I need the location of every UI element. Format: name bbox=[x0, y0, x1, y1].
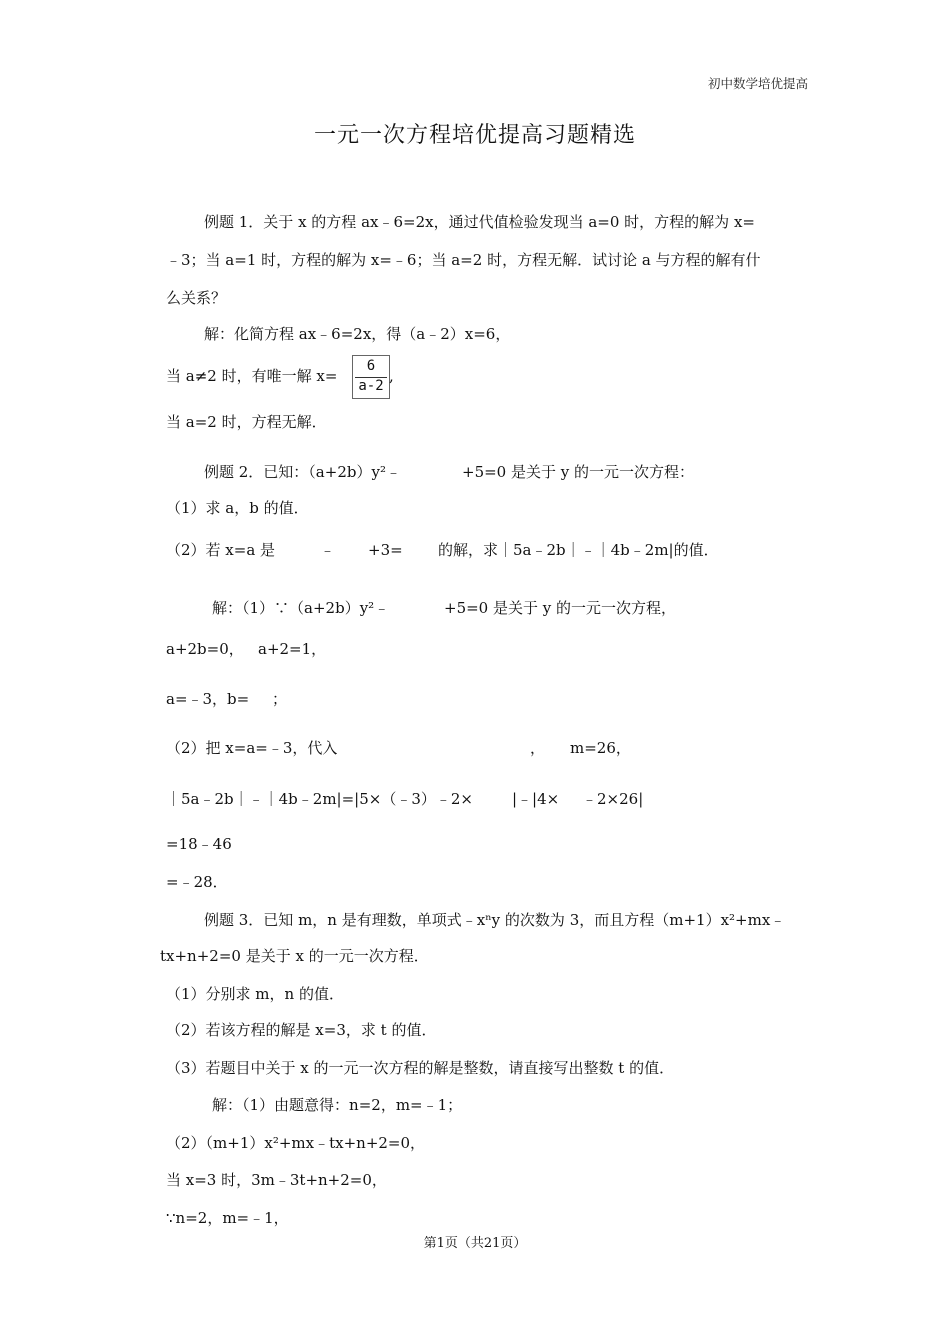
text-line: 例题 3．已知 m，n 是有理数，单项式﹣xⁿy 的次数为 3，而且方程（m+1）x²+mx﹣ bbox=[204, 911, 786, 929]
text-line: 的解，求｜5a﹣2b｜﹣｜4b﹣2m|的值． bbox=[438, 541, 719, 559]
text-line: ； bbox=[272, 690, 288, 708]
fraction-denominator: a-2 bbox=[358, 378, 384, 394]
text-line: 当 x=3 时，3m﹣3t+n+2=0， bbox=[166, 1171, 387, 1189]
text-line: ｜5a﹣2b｜﹣｜4b﹣2m|=|5×（﹣3）﹣2× bbox=[166, 790, 473, 808]
text-line: +5=0 是关于 y 的一元一次方程： bbox=[462, 463, 695, 481]
text-line: ∵n=2，m=﹣1， bbox=[166, 1209, 289, 1227]
text-line: （2）把 x=a=﹣3，代入 bbox=[166, 739, 338, 757]
running-header: 初中数学培优提高 bbox=[707, 76, 808, 91]
document-title: 一元一次方程培优提高习题精选 bbox=[313, 123, 636, 148]
fraction-image bbox=[352, 355, 390, 399]
text-line: ﹣2×26| bbox=[582, 790, 644, 808]
text-line: 么关系？ bbox=[166, 289, 227, 307]
text-line: =18﹣46 bbox=[166, 835, 232, 853]
text-line: 解：（1）∵（a+2b）y²﹣ bbox=[212, 599, 390, 617]
text-line: ， bbox=[530, 739, 546, 757]
text-line: =﹣28． bbox=[166, 873, 228, 891]
text-line: a=﹣3，b= bbox=[166, 690, 250, 708]
text-line: 例题 1．关于 x 的方程 ax﹣6=2x，通过代值检验发现当 a=0 时，方程的解为 x= bbox=[204, 213, 755, 231]
text-line: 例题 2．已知：（a+2b）y²﹣ bbox=[204, 463, 401, 481]
text-line: （2）若该方程的解是 x=3，求 t 的值． bbox=[166, 1021, 437, 1039]
text-line: a+2=1， bbox=[258, 640, 327, 658]
text-line: （1）分别求 m，n 的值． bbox=[166, 985, 344, 1003]
text-line: （2）（m+1）x²+mx﹣tx+n+2=0， bbox=[166, 1134, 426, 1152]
text-line: 解：化简方程 ax﹣6=2x，得（a﹣2）x=6， bbox=[204, 325, 511, 343]
page-footer: 第1页（共21页） bbox=[423, 1236, 527, 1251]
text-line: 解：（1）由题意得：n=2，m=﹣1； bbox=[212, 1096, 463, 1114]
text-line: 当 a=2 时，方程无解． bbox=[166, 413, 327, 431]
text-line: +5=0 是关于 y 的一元一次方程， bbox=[444, 599, 677, 617]
text-line: +3= bbox=[368, 541, 403, 559]
text-line: , bbox=[389, 367, 394, 385]
text-line: a+2b=0， bbox=[166, 640, 244, 658]
text-line: tx+n+2=0 是关于 x 的一元一次方程． bbox=[160, 947, 429, 965]
text-line: m=26， bbox=[570, 739, 631, 757]
text-line: （1）求 a，b 的值． bbox=[166, 499, 309, 517]
text-line: ﹣3；当 a=1 时，方程的解为 x=﹣6；当 a=2 时，方程无解．试讨论 a 与方程的解有什 bbox=[166, 251, 761, 269]
text-line: （3）若题目中关于 x 的一元一次方程的解是整数，请直接写出整数 t 的值． bbox=[166, 1059, 675, 1077]
text-line: ﹣ bbox=[320, 541, 336, 559]
text-line: （2）若 x=a 是 bbox=[166, 541, 276, 559]
text-line: |﹣|4× bbox=[512, 790, 560, 808]
fraction-numerator: 6 bbox=[366, 358, 376, 374]
text-line: 当 a≠2 时，有唯一解 x= bbox=[166, 367, 338, 385]
